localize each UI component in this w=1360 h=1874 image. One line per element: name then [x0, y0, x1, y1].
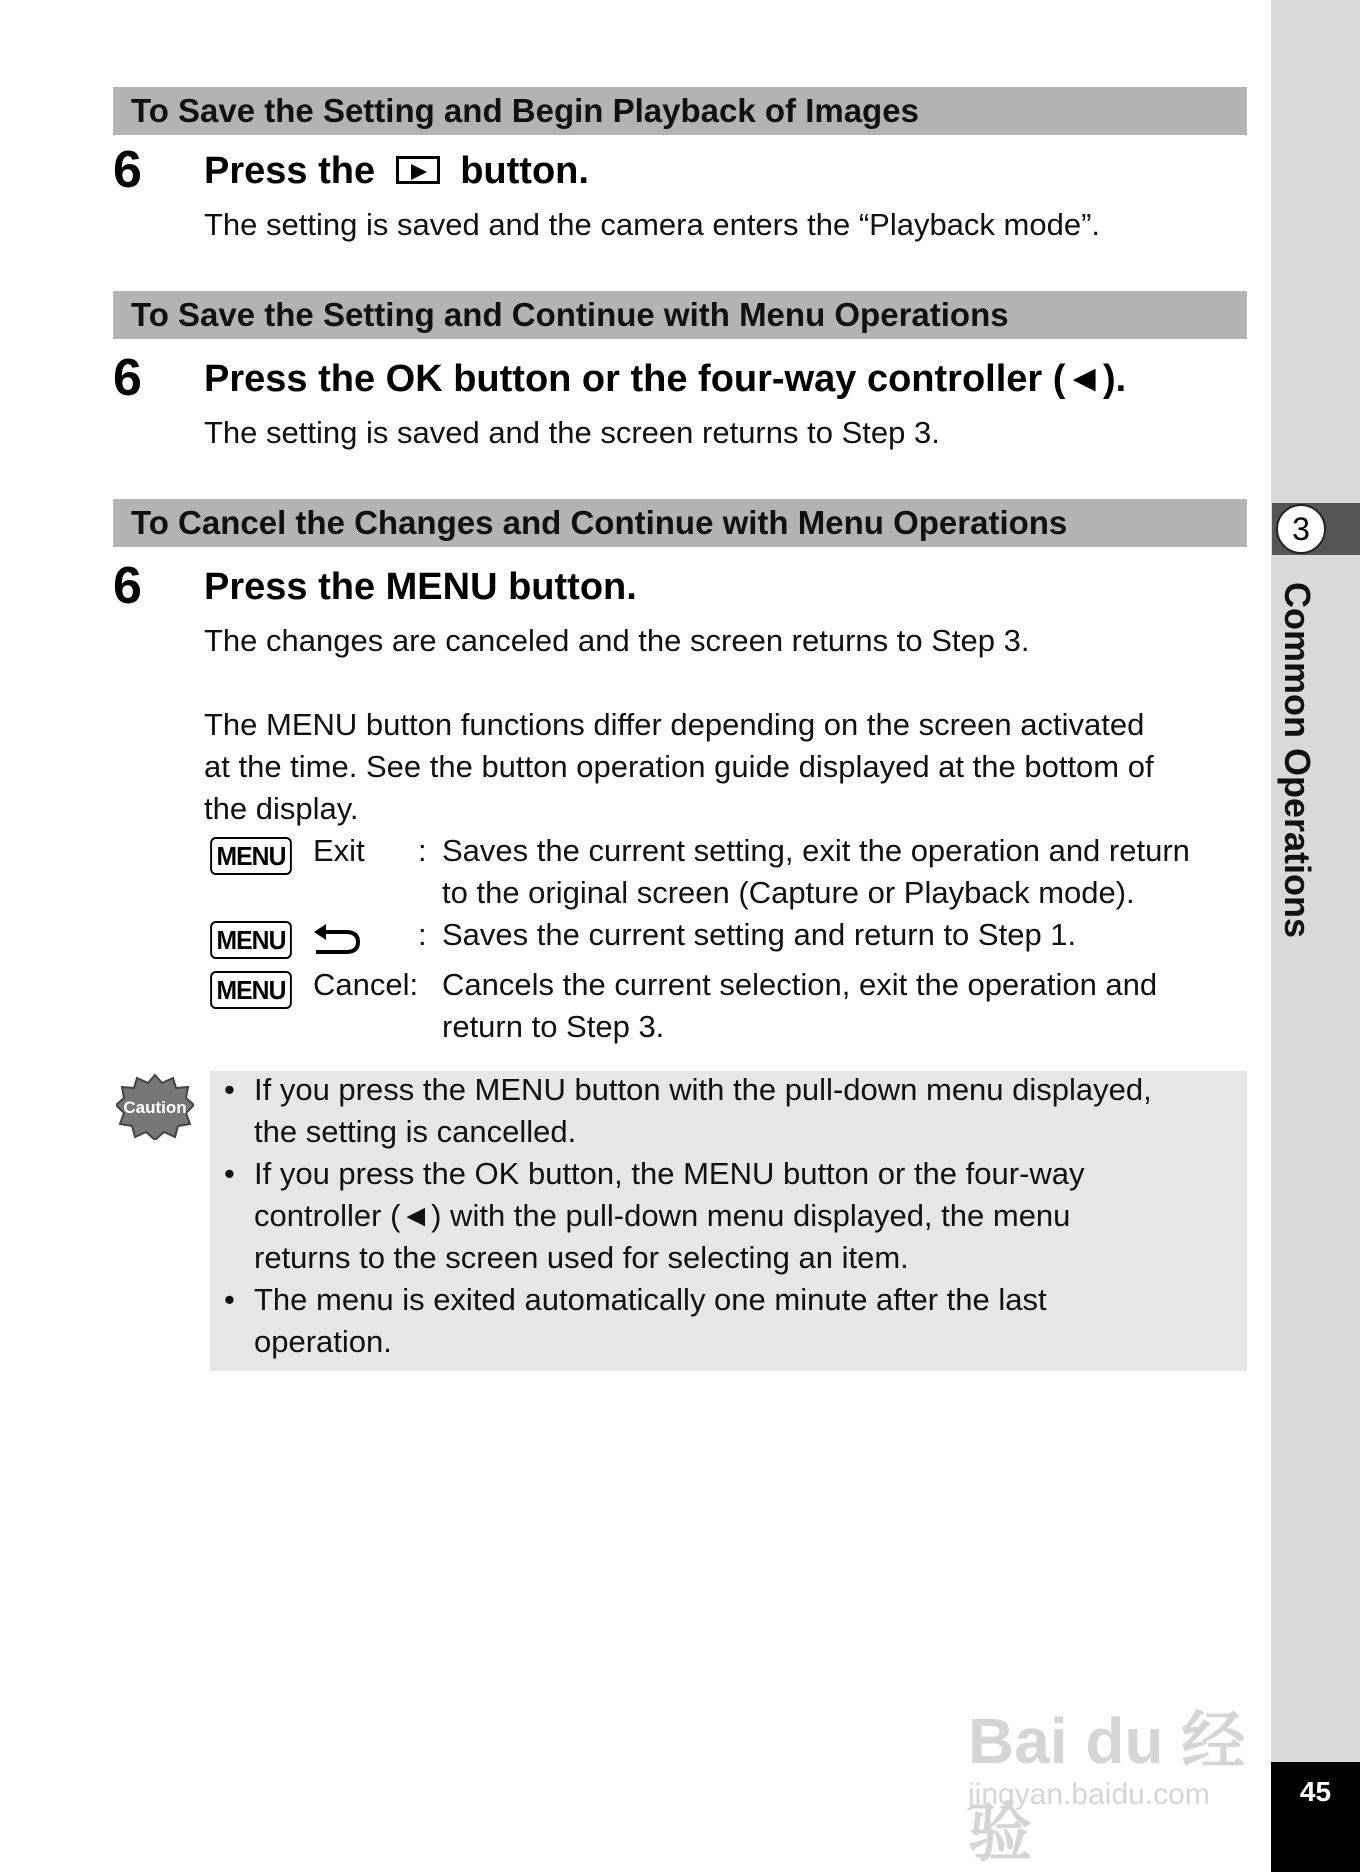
- note-line: the display.: [204, 791, 359, 826]
- menu-row-desc: Cancels the current selection, exit the operation and: [442, 967, 1158, 1002]
- chapter-title: Common Operations: [1277, 582, 1318, 939]
- page-number: 45: [1271, 1762, 1360, 1872]
- step-title-suffix: button.: [460, 150, 589, 192]
- step-number: 6: [113, 557, 142, 615]
- menu-row-label: Exit: [313, 833, 365, 868]
- watermark-url: jingyan.baidu.com: [968, 1778, 1210, 1811]
- menu-key-icon: MENU: [210, 837, 292, 875]
- menu-row-desc: to the original screen (Capture or Playback mode).: [442, 875, 1135, 910]
- menu-row-label: Cancel:: [313, 967, 419, 1002]
- playback-button-icon: [396, 156, 440, 184]
- section-header-cancel: To Cancel the Changes and Continue with Menu Operations: [113, 499, 1247, 547]
- step-title-prefix: Press the: [204, 150, 376, 192]
- step-number: 6: [113, 141, 142, 199]
- step-title-playback: [204, 150, 589, 193]
- menu-row-colon: :: [418, 917, 427, 952]
- note-line: The MENU button functions differ depending on the screen activated: [204, 707, 1145, 742]
- step-title-menu: Press the MENU button.: [204, 566, 637, 608]
- menu-row-desc: Saves the current setting, exit the operation and return: [442, 833, 1190, 868]
- section-header-playback: To Save the Setting and Begin Playback of Images: [113, 87, 1247, 135]
- caution-badge-text: Caution: [123, 1098, 187, 1117]
- menu-row-desc: return to Step 3.: [442, 1009, 665, 1044]
- step-number: 6: [113, 349, 142, 407]
- caution-badge-icon: [116, 1074, 194, 1140]
- step-description: The setting is saved and the camera enters the “Playback mode”.: [204, 207, 1101, 242]
- section-header-continue: To Save the Setting and Continue with Menu Operations: [113, 291, 1247, 339]
- menu-row-desc: Saves the current setting and return to Step 1.: [442, 917, 1077, 952]
- note-line: at the time. See the button operation guide displayed at the bottom of: [204, 749, 1154, 784]
- return-arrow-icon: [310, 922, 362, 960]
- chapter-number: 3: [1276, 504, 1326, 554]
- baidu-watermark: [960, 1660, 1260, 1869]
- step-title-ok: Press the OK button or the four-way controller (◄).: [204, 358, 1127, 400]
- step-description: The changes are canceled and the screen returns to Step 3.: [204, 623, 1030, 658]
- step-description: The setting is saved and the screen returns to Step 3.: [204, 415, 940, 450]
- watermark-logo: Bai du 经验: [968, 1705, 1246, 1869]
- menu-key-icon: MENU: [210, 921, 292, 959]
- menu-row-colon: :: [418, 833, 427, 868]
- menu-key-icon: MENU: [210, 971, 292, 1009]
